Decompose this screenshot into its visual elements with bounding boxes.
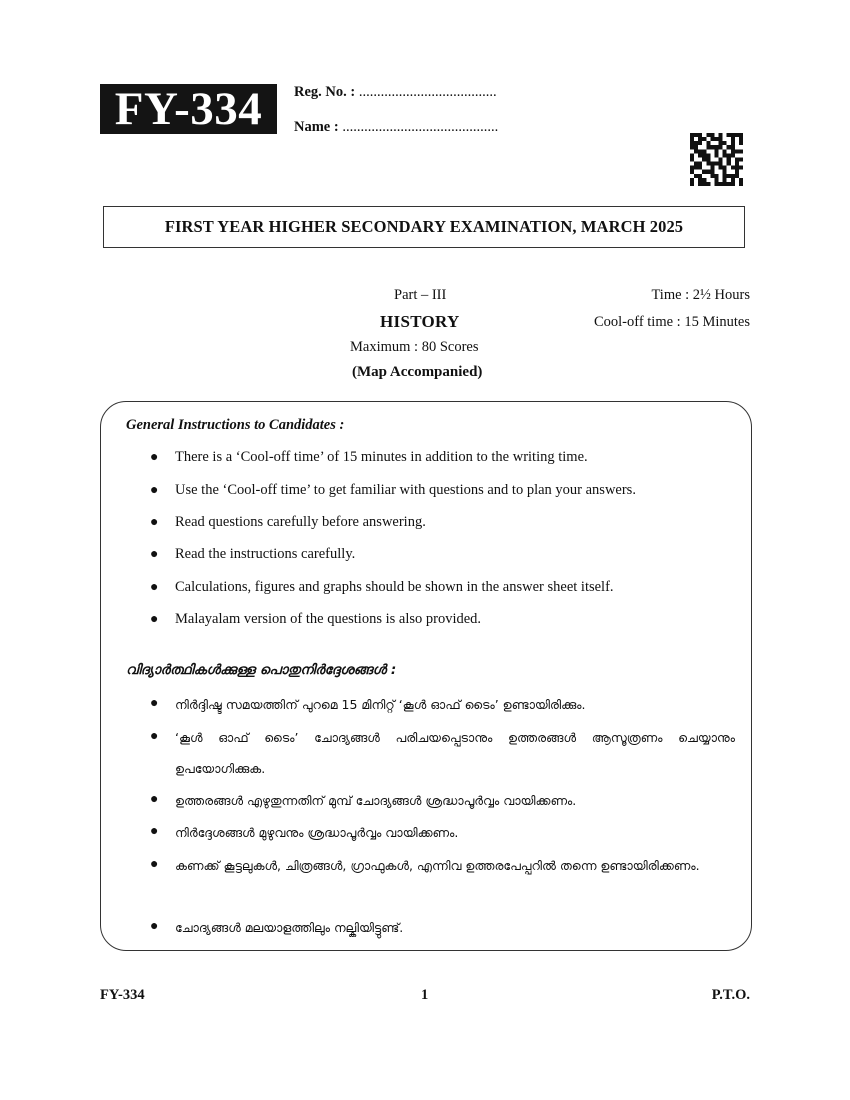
bullet-icon: ●	[150, 857, 159, 872]
reg-no-line	[294, 84, 497, 101]
paper-code-badge: FY-334	[100, 84, 277, 134]
cool-off-time: Cool-off time : 15 Minutes	[593, 314, 750, 330]
qr-code-icon	[690, 133, 743, 186]
bullet-icon: ●	[150, 792, 159, 807]
part-label: Part – III	[394, 287, 447, 303]
instructions-heading-en: General Instructions to Candidates :	[126, 417, 345, 433]
instruction-item-en: Use the ‘Cool-off time’ to get familiar with questions and to plan your answers.	[175, 482, 636, 498]
instruction-item-ml: നിർദ്ദേശങ്ങൾ മുഴുവനും ശ്രദ്ധാപൂർവ്വം വായിക്കണം.	[175, 825, 459, 840]
name-label: Name :	[294, 119, 339, 135]
reg-no-dots: ......................................	[358, 84, 497, 100]
instruction-item-ml: ചോദ്യങ്ങൾ മലയാളത്തിലും നല്കിയിട്ടുണ്ട്.	[175, 920, 404, 935]
instruction-item-ml: നിർദ്ദിഷ്ട സമയത്തിന് പുറമെ 15 മിനിറ്റ് ‘കൂൾ ഓഫ് ടൈം’ ഉണ്ടായിരിക്കും.	[175, 697, 586, 712]
bullet-icon: ●	[150, 547, 159, 562]
bullet-icon: ●	[150, 580, 159, 595]
map-accompanied-note: (Map Accompanied)	[352, 364, 483, 380]
instruction-item-ml: ‘കൂൾ ഓഫ് ടൈം’ ചോദ്യങ്ങൾ പരിചയപ്പെടാനും ഉത്തരങ്ങൾ ആസൂത്രണം ചെയ്യാനും ഉപയോഗിക്കുക.	[175, 730, 735, 776]
instruction-item-en: There is a ‘Cool-off time’ of 15 minutes in addition to the writing time.	[175, 449, 588, 465]
bullet-icon: ●	[150, 696, 159, 711]
name-dots: ...........................................	[342, 119, 499, 135]
footer-paper-code: FY-334	[100, 987, 145, 1003]
exam-title: FIRST YEAR HIGHER SECONDARY EXAMINATION, MARCH 2025	[164, 217, 684, 236]
bullet-icon: ●	[150, 612, 159, 627]
bullet-icon: ●	[150, 824, 159, 839]
bullet-icon: ●	[150, 450, 159, 465]
instruction-item-en: Malayalam version of the questions is also provided.	[175, 611, 482, 627]
subject-title: HISTORY	[380, 312, 460, 331]
bullet-icon: ●	[150, 729, 159, 744]
instruction-item-ml: ഉത്തരങ്ങൾ എഴുതുന്നതിന് മുമ്പ് ചോദ്യങ്ങൾ ശ്രദ്ധാപൂർവ്വം വായിക്കണം.	[175, 793, 577, 808]
bullet-icon: ●	[150, 919, 159, 934]
pto-label: P.T.O.	[711, 987, 750, 1003]
instruction-item-ml: കണക്ക് കൂട്ടലുകൾ, ചിത്രങ്ങൾ, ഗ്രാഫുകൾ, എന്നിവ ഉത്തരപേപ്പറിൽ തന്നെ ഉണ്ടായിരിക്കണം.	[175, 858, 700, 873]
instruction-item-en: Calculations, figures and graphs should be shown in the answer sheet itself.	[175, 579, 614, 595]
reg-no-label: Reg. No. :	[294, 84, 356, 100]
instruction-item-en: Read questions carefully before answering.	[175, 514, 426, 530]
maximum-scores: Maximum : 80 Scores	[350, 339, 479, 355]
instruction-item-en: Read the instructions carefully.	[175, 546, 356, 562]
exam-title-box	[103, 206, 745, 248]
instructions-heading-ml: വിദ്യാർത്ഥികൾക്കുള്ള പൊതുനിർദ്ദേശങ്ങൾ :	[126, 662, 397, 678]
time-allowed: Time : 2½ Hours	[651, 287, 750, 303]
page-number: 1	[421, 987, 429, 1003]
bullet-icon: ●	[150, 515, 159, 530]
bullet-icon: ●	[150, 483, 159, 498]
name-line	[294, 119, 498, 136]
